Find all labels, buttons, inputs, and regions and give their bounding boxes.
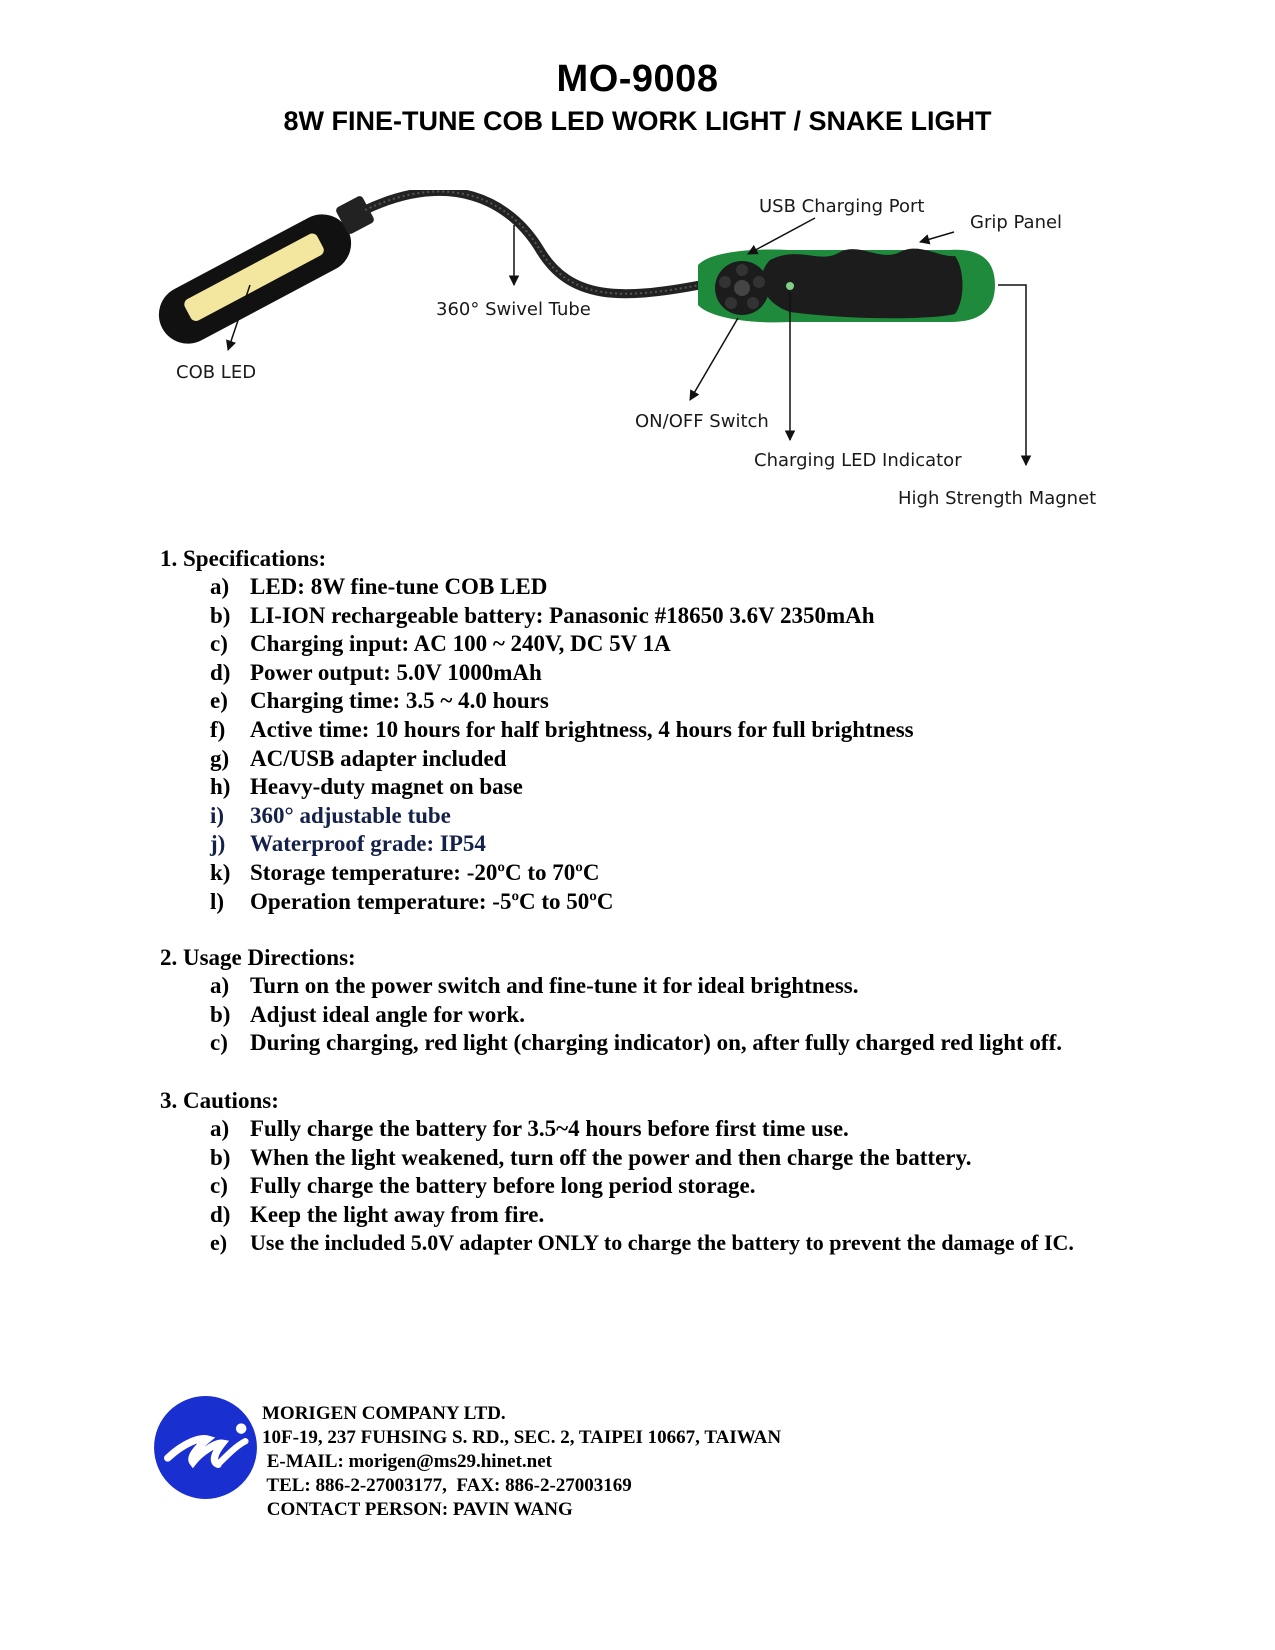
product-illustration: [150, 190, 1150, 530]
charging-led-dot: [786, 282, 794, 290]
usage-heading: 2. Usage Directions:: [160, 945, 356, 970]
usage-section: [160, 943, 1062, 1058]
spec-item: b) LI-ION rechargeable battery: Panasonic #18650 3.6V 2350mAh: [210, 602, 875, 628]
callout-magnet: High Strength Magnet: [898, 488, 1097, 509]
usage-item: c) During charging, red light (charging indicator) on, after fully charged red light off.: [210, 1030, 1062, 1056]
cob-led-head: [150, 195, 375, 354]
spec-item: h) Heavy-duty magnet on base: [210, 774, 523, 800]
specifications-section: [160, 544, 914, 916]
spec-item: d) Power output: 5.0V 1000mAh: [210, 659, 542, 685]
cautions-heading: 3. Cautions:: [160, 1088, 279, 1113]
usage-item: a) Turn on the power switch and fine-tune it for ideal brightness.: [210, 973, 859, 998]
company-email: E-MAIL: morigen@ms29.hinet.net: [262, 1451, 552, 1472]
company-phone: TEL: 886-2-27003177, FAX: 886-2-27003169: [262, 1475, 632, 1496]
caution-item: e) Use the included 5.0V adapter ONLY to charge the battery to prevent the damage of IC.: [210, 1230, 1074, 1256]
spec-item: i) 360° adjustable tube: [210, 802, 451, 828]
handle: [698, 249, 995, 323]
spec-item: c) Charging input: AC 100 ~ 240V, DC 5V 1A: [210, 631, 671, 657]
spec-item: g) AC/USB adapter included: [210, 745, 507, 771]
company-name: MORIGEN COMPANY LTD.: [262, 1403, 506, 1424]
model-title: MO-9008: [556, 58, 719, 100]
company-address: 10F-19, 237 FUHSING S. RD., SEC. 2, TAIPEI 10667, TAIWAN: [262, 1427, 782, 1448]
swivel-tube: [365, 191, 700, 293]
company-contact: CONTACT PERSON: PAVIN WANG: [262, 1499, 573, 1520]
cautions-section: [160, 1086, 1074, 1258]
specifications-heading: 1. Specifications:: [160, 546, 327, 571]
callout-charging-led: Charging LED Indicator: [754, 450, 962, 471]
caution-item: d) Keep the light away from fire.: [210, 1201, 545, 1227]
spec-item: l) Operation temperature: -5ºC to 50ºC: [210, 888, 614, 914]
spec-item: e) Charging time: 3.5 ~ 4.0 hours: [210, 688, 549, 714]
spec-item: a) LED: 8W fine-tune COB LED: [210, 574, 548, 599]
spec-item: j) Waterproof grade: IP54: [210, 831, 486, 857]
caution-item: b) When the light weakened, turn off the power and then charge the battery.: [210, 1144, 972, 1170]
company-info: [262, 1402, 781, 1522]
callout-usb-port: USB Charging Port: [759, 196, 925, 217]
company-logo: [153, 1395, 258, 1500]
callout-on-off-switch: ON/OFF Switch: [635, 411, 769, 432]
callout-cob-led: COB LED: [176, 362, 257, 383]
usage-item: b) Adjust ideal angle for work.: [210, 1001, 525, 1027]
callout-grip-panel: Grip Panel: [970, 212, 1063, 233]
callout-swivel-tube: 360° Swivel Tube: [436, 299, 591, 320]
product-subtitle: 8W FINE-TUNE COB LED WORK LIGHT / SNAKE LIGHT: [283, 106, 992, 136]
spec-item: k) Storage temperature: -20ºC to 70ºC: [210, 859, 600, 885]
spec-item: f) Active time: 10 hours for half brightness, 4 hours for full brightness: [210, 716, 914, 742]
caution-item: a) Fully charge the battery for 3.5~4 hours before first time use.: [210, 1116, 849, 1141]
caution-item: c) Fully charge the battery before long period storage.: [210, 1173, 756, 1199]
